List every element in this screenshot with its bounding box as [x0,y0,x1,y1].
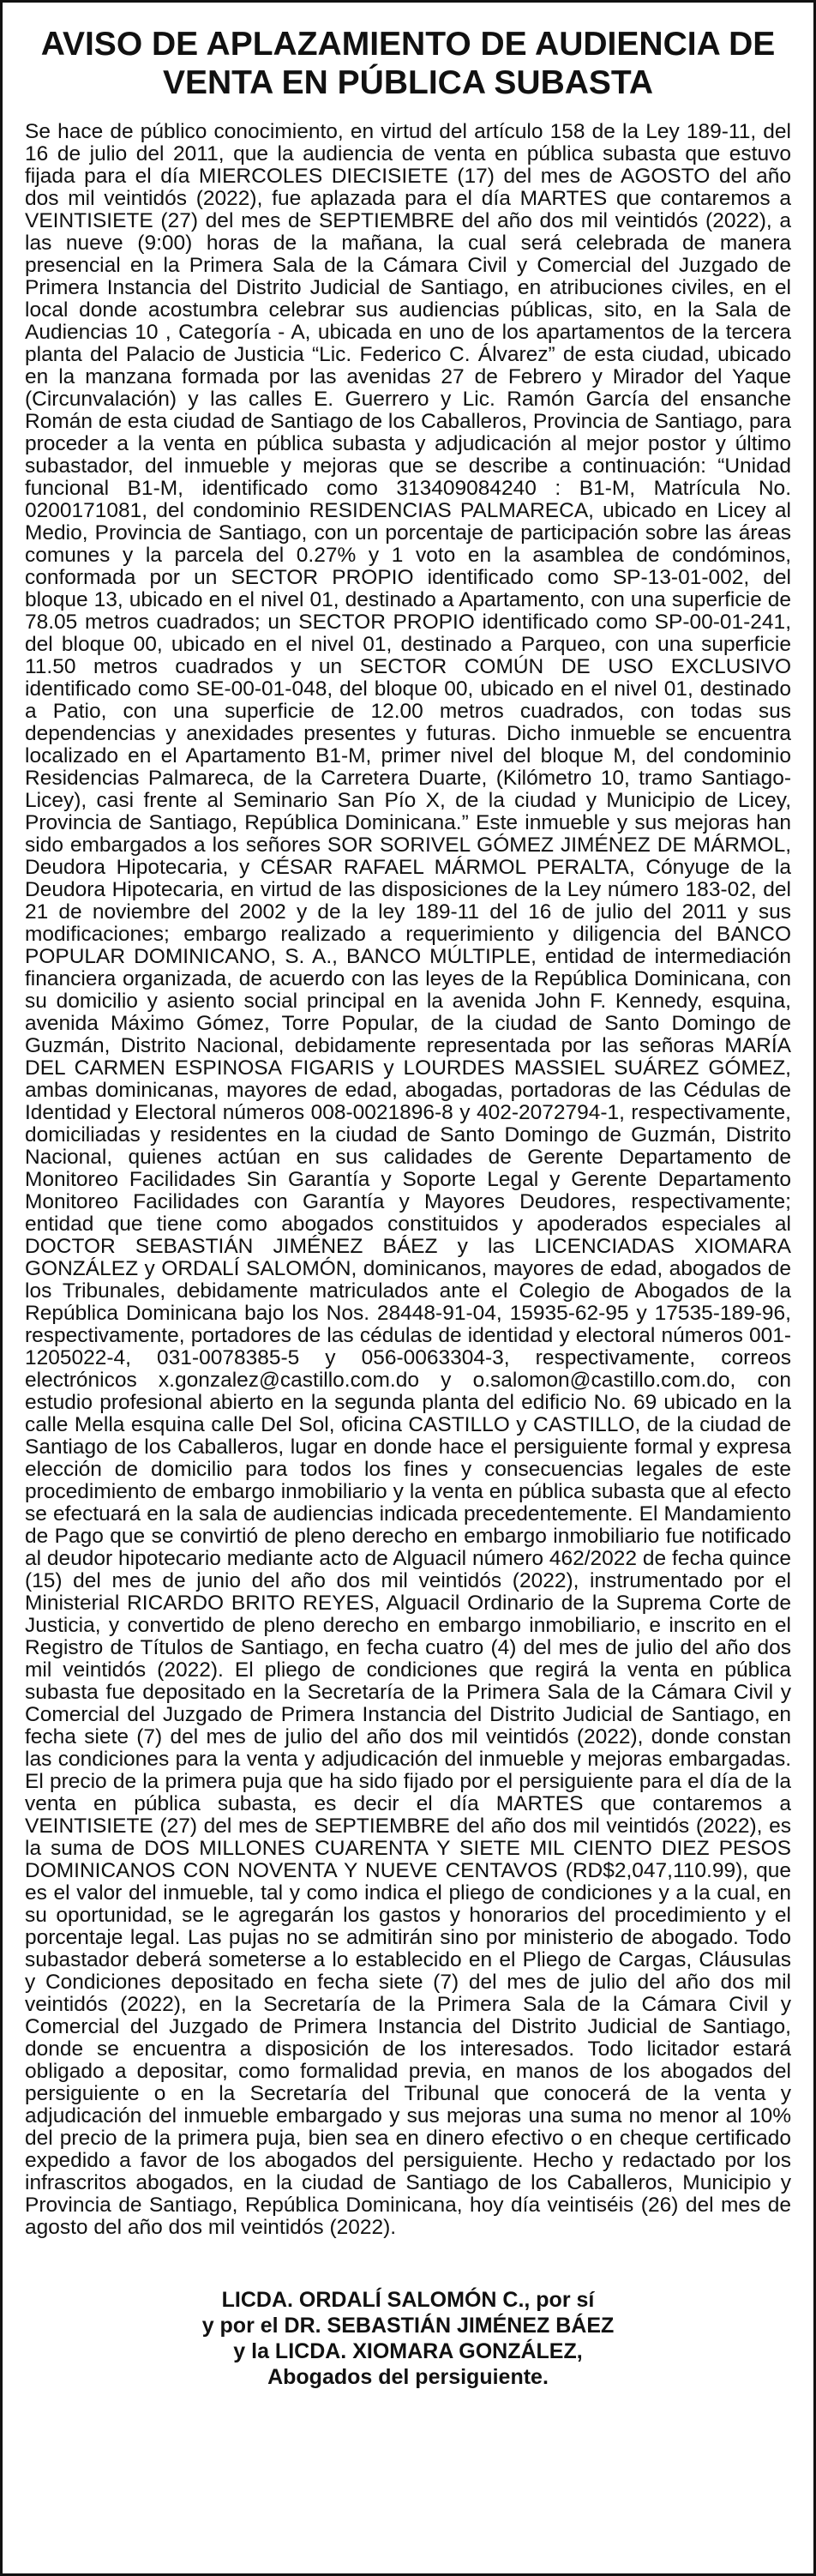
signature-line-2: y por el DR. SEBASTIÁN JIMÉNEZ BÁEZ [201,2314,615,2338]
notice-body: Se hace de público conocimiento, en virtud del artículo 158 de la Ley 189-11, del 16 de julio del 2011, que la audiencia de venta en pública subasta que estuvo fijada para el día MIERCOLES DIECISIETE (17) del mes de AGOSTO del año dos mil veintidós (2022), fue aplazada para el día MARTES que contaremos a VEINTISIETE (27) del mes de SEPTIEMBRE del año dos mil veintidós (2022), a las nueve (9:00) horas de la mañana, la cual será celebrada de manera presencial en la Primera Sala de la Cámara Civil y Comercial del Juzgado de Primera Instancia del Distrito Judicial de Santiago, en atribuciones civiles, en el local donde acostumbra celebrar sus audiencias públicas, sito, en la Sala de Audiencias 10 , Categoría - A, ubicada en uno de los apartamentos de la tercera planta del Palacio de Justicia “Lic. Federico C. Álvarez” de esta ciudad, ubicado en la manzana formada por las avenidas 27 de Febrero y Mirador del Yaque (Circunvalación) y las calles E. Guerrero y Lic. Ramón García del ensanche Román de esta ciudad de Santiago de los Caballeros, Provincia de Santiago, para proceder a la venta en pública subasta y adjudicación al mejor postor y último subastador, del inmueble y mejoras que se describe a continuación: “Unidad funcional B1-M, identificado como 313409084240 : B1-M, Matrícula No. 0200171081, del condominio RESIDENCIAS PALMARECA, ubicado en Licey al Medio, Provincia de Santiago, con un porcentaje de participación sobre las áreas comunes y la parcela del 0.27% y 1 voto en la asamblea de condóminos, conformada por un SECTOR PROPIO identificado como SP-13-01-002, del bloque 13, ubicado en el nivel 01, destinado a Apartamento, con una superficie de 78.05 metros cuadrados; un SECTOR PROPIO identificado como SP-00-01-241, del bloque 00, ubicado en el nivel 01, destinado a Parqueo, con una superficie 11.50 metros cuadrados y un SECTOR COMÚN DE USO EXCLUSIVO identificado como SE-00-01-048, del bloque 00, ubicado en el nivel 01, destinado a Patio, con una superficie de 12.00 metros cuadrados, con todas sus dependencias y anexidades presentes y futuras. Dicho inmueble se encuentra localizado en el Apartamento B1-M, primer nivel del bloque M, del condominio Residencias Palmareca, de la Carretera Duarte, (Kilómetro 10, tramo Santiago-Licey), casi frente al Seminario San Pío X, de la ciudad y Municipio de Licey, Provincia de Santiago, República Dominicana.” Este inmueble y sus mejoras han sido embargados a los señores SOR SORIVEL GÓMEZ JIMÉNEZ DE MÁRMOL, Deudora Hipotecaria, y CÉSAR RAFAEL MÁRMOL PERALTA, Cónyuge de la Deudora Hipotecaria, en virtud de las disposiciones de la Ley número 183-02, del 21 de noviembre del 2002 y de la ley 189-11 del 16 de julio del 2011 y sus modificaciones; embargo realizado a requerimiento y diligencia del BANCO POPULAR DOMINICANO, S. A., BANCO MÚLTIPLE, entidad de intermediación financiera organizada, de acuerdo con las leyes de la República Dominicana, con su domicilio y asiento social principal en la avenida John F. Kennedy, esquina, avenida Máximo Gómez, Torre Popular, de la ciudad de Santo Domingo de Guzmán, Distrito Nacional, debidamente representada por las señoras MARÍA DEL CARMEN ESPINOSA FIGARIS y LOURDES MASSIEL SUÁREZ GÓMEZ, ambas dominicanas, mayores de edad, abogadas, portadoras de las Cédulas de Identidad y Electoral números 008-0021896-8 y 402-2072794-1, respectivamente, domiciliadas y residentes en la ciudad de Santo Domingo de Guzmán, Distrito Nacional, quienes actúan en sus calidades de Gerente Departamento de Monitoreo Facilidades Sin Garantía y Soporte Legal y Gerente Departamento Monitoreo Facilidades con Garantía y Mayores Deudores, respectivamente; entidad que tiene como abogados constituidos y apoderados especiales al DOCTOR SEBASTIÁN JIMÉNEZ BÁEZ y las LICENCIADAS XIOMARA GONZÁLEZ y ORDALÍ SALOMÓN, dominicanos, mayores de edad, abogados de los Tribunales, debidamente matriculados ante el Colegio de Abogados de la República Dominicana bajo los Nos. 28448-91-04, 15935-62-95 y 17535-189-96, respectivamente, portadores de las cédulas de identidad y electoral números 001-1205022-4, 031-0078385-5 y 056-0063304-3, respectivamente, correos electrónicos x.gonzalez@castillo.com.do y o.salomon@castillo.com.do, con estudio profesional abierto en la segunda planta del edificio No. 69 ubicado en la calle Mella esquina calle Del Sol, oficina CASTILLO y CASTILLO, de la ciudad de Santiago de los Caballeros, lugar en donde hace el persiguiente formal y expresa elección de domicilio para todos los fines y consecuencias legales de este procedimiento de embargo inmobiliario y la venta en pública subasta que al efecto se efectuará en la sala de audiencias indicada precedentemente. El Mandamiento de Pago que se convirtió de pleno derecho en embargo inmobiliario fue notificado al deudor hipotecario mediante acto de Alguacil número 462/2022 de fecha quince (15) del mes de junio del año dos mil veintidós (2022), instrumentado por el Ministerial RICARDO BRITO REYES, Alguacil Ordinario de la Suprema Corte de Justicia, y convertido de pleno derecho en embargo inmobiliario, e inscrito en el Registro de Títulos de Santiago, en fecha cuatro (4) del mes de julio del año dos mil veintidós (2022). El pliego de condiciones que regirá la venta en pública subasta fue depositado en la Secretaría de la Primera Sala de la Cámara Civil y Comercial del Juzgado de Primera Instancia del Distrito Judicial de Santiago, en fecha siete (7) del mes de julio del año dos mil veintidós (2022), donde constan las condiciones para la venta y adjudicación del inmueble y mejoras embargadas. El precio de la primera puja que ha sido fijado por el persiguiente para el día de la venta en pública subasta, es decir el día MARTES que contaremos a VEINTISIETE (27) del mes de SEPTIEMBRE del año dos mil veintidós (2022), es la suma de DOS MILLONES CUARENTA Y SIETE MIL CIENTO DIEZ PESOS DOMINICANOS CON NOVENTA Y NUEVE CENTAVOS (RD$2,047,110.99), que es el valor del inmueble, tal y como indica el pliego de condiciones y a la cual, en su oportunidad, se le agregarán los gastos y honorarios del procedimiento y el porcentaje legal. Las pujas no se admitirán sino por ministerio de abogado. Todo subastador deberá someterse a lo establecido en el Pliego de Cargas, Cláusulas y Condiciones depositado en fecha siete (7) del mes de julio del año dos mil veintidós (2022), en la Secretaría de la Primera Sala de la Cámara Civil y Comercial del Juzgado de Primera Instancia del Distrito Judicial de Santiago, donde se encuentra a disposición de los interesados. Todo licitador estará obligado a depositar, como formalidad previa, en manos de los abogados del persiguiente o en la Secretaría del Tribunal que conocerá de la venta y adjudicación del inmueble embargado y sus mejoras una suma no menor al 10% del precio de la primera puja, bien sea en dinero efectivo o en cheque certificado expedido a favor de los abogados del persiguiente. Hecho y redactado por los infrascritos abogados, en la ciudad de Santiago de los Caballeros, Municipio y Provincia de Santiago, República Dominicana, hoy día veintiséis (26) del mes de agosto del año dos mil veintidós (2022). [25,120,791,2239]
signature-line-3: y la LICDA. XIOMARA GONZÁLEZ, [233,2339,583,2363]
signature-block [25,2287,791,2390]
notice-title-line-2: VENTA EN PÚBLICA SUBASTA [162,64,653,101]
notice-title-line-1: AVISO DE APLAZAMIENTO DE AUDIENCIA DE [40,26,776,63]
notice-title [25,25,791,102]
signature-line-1: LICDA. ORDALÍ SALOMÓN C., por sí [221,2288,595,2312]
signature-line-4: Abogados del persiguiente. [267,2365,549,2389]
